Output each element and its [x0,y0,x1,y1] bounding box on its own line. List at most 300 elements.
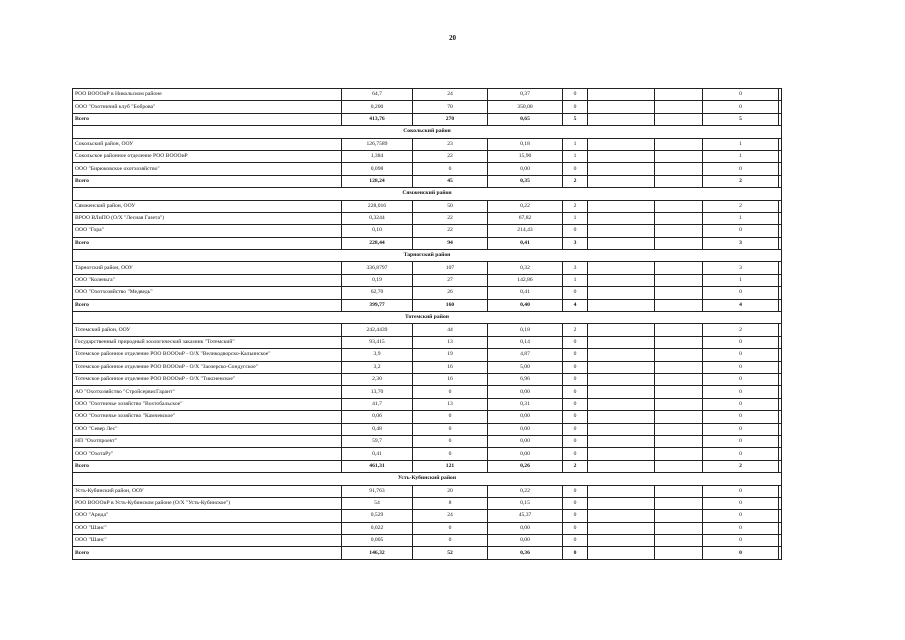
table-row [73,373,782,385]
value-cell-8 [779,485,782,497]
table-row [73,262,782,274]
value-cell-6 [655,336,703,348]
table-row [73,398,782,410]
value-cell-1: 1,384 [342,150,413,162]
table-row [73,287,782,299]
value-cell-8 [779,200,782,212]
value-cell-4: 0 [563,163,588,175]
value-cell-6 [655,423,703,435]
organization-cell: Всего [73,237,342,249]
value-cell-3: 67,82 [488,212,563,224]
organization-cell: Тотемский район, ООУ [73,324,342,336]
value-cell-3: 0,00 [488,448,563,460]
value-cell-1: 54 [342,497,413,509]
value-cell-2: 26 [413,287,488,299]
table-row [73,163,782,175]
value-cell-7: 0 [703,497,779,509]
value-cell-1: 3,2 [342,361,413,373]
value-cell-7: 0 [703,435,779,447]
value-cell-7: 5 [703,113,779,125]
value-cell-8 [779,89,782,101]
value-cell-1: 336,8797 [342,262,413,274]
value-cell-7: 0 [703,398,779,410]
organization-cell: Всего [73,175,342,187]
value-cell-4: 0 [563,398,588,410]
value-cell-4: 0 [563,547,588,559]
value-cell-8 [779,225,782,237]
value-cell-3: 0,00 [488,411,563,423]
district-header-row [73,188,782,200]
value-cell-2: 0 [413,535,488,547]
value-cell-5 [588,212,655,224]
value-cell-6 [655,163,703,175]
value-cell-8 [779,262,782,274]
total-row [73,460,782,472]
organization-cell: Всего [73,460,342,472]
value-cell-6 [655,175,703,187]
value-cell-8 [779,150,782,162]
organization-cell: ООО "Шанс" [73,522,342,534]
value-cell-2: 0 [413,435,488,447]
table-row [73,411,782,423]
value-cell-5 [588,510,655,522]
value-cell-4: 0 [563,423,588,435]
value-cell-2: 19 [413,349,488,361]
value-cell-6 [655,386,703,398]
organization-cell: ООО "Коленьга" [73,274,342,286]
value-cell-5 [588,101,655,113]
value-cell-8 [779,547,782,559]
value-cell-1: 0,19 [342,274,413,286]
value-cell-8 [779,163,782,175]
value-cell-3: 0,15 [488,497,563,509]
organization-cell: Сямженский район, ООУ [73,200,342,212]
value-cell-6 [655,212,703,224]
organization-cell: ООО "Охотхозяйство "Медведь" [73,287,342,299]
value-cell-1: 413,76 [342,113,413,125]
value-cell-2: 27 [413,274,488,286]
value-cell-8 [779,510,782,522]
value-cell-4: 1 [563,150,588,162]
organization-cell: Всего [73,113,342,125]
value-cell-4: 0 [563,485,588,497]
value-cell-4: 0 [563,287,588,299]
value-cell-7: 0 [703,510,779,522]
value-cell-3: 0,22 [488,485,563,497]
value-cell-1: 0,022 [342,522,413,534]
value-cell-3: 0,14 [488,336,563,348]
value-cell-4: 0 [563,510,588,522]
table-row [73,497,782,509]
value-cell-7: 0 [703,287,779,299]
value-cell-2: 0 [413,423,488,435]
value-cell-2: 22 [413,150,488,162]
value-cell-6 [655,510,703,522]
value-cell-1: 228,44 [342,237,413,249]
value-cell-6 [655,411,703,423]
value-cell-6 [655,200,703,212]
value-cell-1: 399,77 [342,299,413,311]
value-cell-7: 2 [703,460,779,472]
value-cell-7: 0 [703,522,779,534]
value-cell-5 [588,373,655,385]
value-cell-8 [779,373,782,385]
value-cell-7: 4 [703,299,779,311]
value-cell-2: 52 [413,547,488,559]
value-cell-5 [588,175,655,187]
value-cell-6 [655,522,703,534]
organization-cell: Сокольский район, ООУ [73,138,342,150]
value-cell-8 [779,522,782,534]
value-cell-3: 0,00 [488,535,563,547]
value-cell-6 [655,448,703,460]
value-cell-1: 0,200 [342,101,413,113]
organization-cell: ООО "Охотничий клуб "Боброва" [73,101,342,113]
table-row [73,423,782,435]
value-cell-4: 1 [563,212,588,224]
value-cell-6 [655,101,703,113]
table-row [73,138,782,150]
value-cell-2: 0 [413,163,488,175]
value-cell-5 [588,435,655,447]
organization-cell: ООО "Север Лес" [73,423,342,435]
value-cell-6 [655,113,703,125]
value-cell-5 [588,324,655,336]
value-cell-4: 0 [563,349,588,361]
value-cell-1: 2,30 [342,373,413,385]
value-cell-2: 16 [413,361,488,373]
value-cell-2: 107 [413,262,488,274]
value-cell-7: 0 [703,163,779,175]
value-cell-2: 270 [413,113,488,125]
value-cell-1: 59,7 [342,435,413,447]
value-cell-1: 0,41 [342,448,413,460]
table-row [73,101,782,113]
table-row [73,150,782,162]
value-cell-1: 242,4439 [342,324,413,336]
value-cell-2: 13 [413,398,488,410]
value-cell-6 [655,535,703,547]
value-cell-7: 0 [703,336,779,348]
organization-cell: НП "Охотпроект" [73,435,342,447]
value-cell-7: 0 [703,349,779,361]
value-cell-6 [655,497,703,509]
value-cell-2: 24 [413,89,488,101]
value-cell-6 [655,287,703,299]
value-cell-5 [588,89,655,101]
value-cell-8 [779,299,782,311]
organization-cell: Сокольское районное отделение РОО ВОООиР [73,150,342,162]
value-cell-8 [779,535,782,547]
value-cell-8 [779,274,782,286]
value-cell-2: 16 [413,373,488,385]
value-cell-3: 0,18 [488,138,563,150]
value-cell-3: 4,87 [488,349,563,361]
value-cell-4: 0 [563,225,588,237]
value-cell-8 [779,411,782,423]
organization-cell: РОО ВОООиР в Никольском районе [73,89,342,101]
value-cell-1: 0,06 [342,411,413,423]
value-cell-4: 2 [563,460,588,472]
value-cell-3: 0,35 [488,175,563,187]
value-cell-5 [588,113,655,125]
value-cell-3: 350,00 [488,101,563,113]
value-cell-7: 0 [703,225,779,237]
total-row [73,113,782,125]
total-row [73,237,782,249]
value-cell-2: 0 [413,386,488,398]
value-cell-4: 0 [563,373,588,385]
value-cell-4: 0 [563,386,588,398]
value-cell-2: 8 [413,497,488,509]
value-cell-1: 0,3244 [342,212,413,224]
value-cell-4: 0 [563,522,588,534]
value-cell-3: 0,31 [488,398,563,410]
value-cell-3: 0,22 [488,200,563,212]
value-cell-8 [779,212,782,224]
value-cell-7: 1 [703,212,779,224]
value-cell-6 [655,299,703,311]
value-cell-1: 91,763 [342,485,413,497]
organization-cell: ООО "Арида" [73,510,342,522]
value-cell-4: 0 [563,89,588,101]
value-cell-3: 0,41 [488,237,563,249]
value-cell-1: 0,005 [342,535,413,547]
value-cell-2: 24 [413,510,488,522]
value-cell-8 [779,324,782,336]
value-cell-8 [779,101,782,113]
value-cell-6 [655,435,703,447]
value-cell-5 [588,460,655,472]
value-cell-1: 228,016 [342,200,413,212]
value-cell-2: 0 [413,411,488,423]
value-cell-1: 41,7 [342,398,413,410]
district-title: Тарногский район [73,250,782,262]
organization-cell: Тотемское районное отделение РОО ВОООиР - О/Х "Тиксненское" [73,373,342,385]
value-cell-5 [588,522,655,534]
organization-cell: Тарногский район, ООУ [73,262,342,274]
organization-cell: ВРОО ВЛиПО (О/Х "Лесная Газета") [73,212,342,224]
value-cell-7: 0 [703,101,779,113]
district-header-row [73,312,782,324]
value-cell-5 [588,237,655,249]
value-cell-7: 0 [703,89,779,101]
value-cell-4: 2 [563,200,588,212]
value-cell-8 [779,448,782,460]
organization-cell: ООО "Охотничье хозяйство "Камчевское" [73,411,342,423]
table-body [73,89,782,560]
value-cell-1: 64,7 [342,89,413,101]
value-cell-7: 0 [703,448,779,460]
organization-cell: РОО ВОООиР в Усть-Кубинском районе (О/Х "Усть-Кубинское") [73,497,342,509]
value-cell-3: 0,00 [488,435,563,447]
value-cell-3: 0,65 [488,113,563,125]
value-cell-6 [655,349,703,361]
total-row [73,547,782,559]
value-cell-1: 0,098 [342,163,413,175]
organization-cell: ООО "Бирюковское охотхозяйство" [73,163,342,175]
value-cell-4: 0 [563,448,588,460]
organization-cell: ООО "Охотничье хозяйство "Вохтобальское" [73,398,342,410]
value-cell-6 [655,237,703,249]
value-cell-7: 0 [703,485,779,497]
value-cell-4: 0 [563,336,588,348]
table-row [73,324,782,336]
value-cell-4: 2 [563,175,588,187]
value-cell-4: 1 [563,274,588,286]
value-cell-5 [588,150,655,162]
value-cell-3: 6,96 [488,373,563,385]
table-row [73,361,782,373]
value-cell-8 [779,361,782,373]
table-row [73,225,782,237]
value-cell-3: 0,00 [488,522,563,534]
value-cell-3: 15,90 [488,150,563,162]
value-cell-2: 44 [413,324,488,336]
value-cell-1: 146,32 [342,547,413,559]
value-cell-3: 0,26 [488,460,563,472]
value-cell-3: 0,00 [488,163,563,175]
total-row [73,175,782,187]
value-cell-7: 2 [703,200,779,212]
value-cell-7: 2 [703,324,779,336]
table-row [73,510,782,522]
value-cell-6 [655,373,703,385]
value-cell-7: 1 [703,274,779,286]
value-cell-2: 50 [413,200,488,212]
value-cell-7: 0 [703,386,779,398]
organization-cell: ООО "Шанс" [73,535,342,547]
value-cell-4: 0 [563,497,588,509]
table-row [73,212,782,224]
value-cell-2: 22 [413,212,488,224]
value-cell-1: 126,7589 [342,138,413,150]
value-cell-5 [588,398,655,410]
value-cell-6 [655,361,703,373]
value-cell-4: 2 [563,324,588,336]
value-cell-3: 0,18 [488,324,563,336]
value-cell-2: 20 [413,485,488,497]
value-cell-4: 0 [563,535,588,547]
table-row [73,535,782,547]
value-cell-2: 0 [413,448,488,460]
value-cell-5 [588,547,655,559]
organization-cell: ООО "Гора" [73,225,342,237]
value-cell-7: 1 [703,138,779,150]
value-cell-8 [779,175,782,187]
value-cell-1: 0,529 [342,510,413,522]
table-row [73,386,782,398]
value-cell-4: 0 [563,101,588,113]
value-cell-3: 142,86 [488,274,563,286]
value-cell-3: 0,40 [488,299,563,311]
district-header-row [73,473,782,485]
value-cell-3: 0,41 [488,287,563,299]
value-cell-1: 3,9 [342,349,413,361]
total-row [73,299,782,311]
value-cell-2: 22 [413,225,488,237]
value-cell-8 [779,386,782,398]
value-cell-7: 0 [703,361,779,373]
district-header-row [73,126,782,138]
value-cell-6 [655,547,703,559]
value-cell-8 [779,423,782,435]
value-cell-5 [588,287,655,299]
value-cell-5 [588,299,655,311]
district-title: Усть-Кубинский район [73,473,782,485]
value-cell-6 [655,460,703,472]
hunting-area-table [72,88,782,560]
value-cell-7: 2 [703,175,779,187]
value-cell-8 [779,460,782,472]
district-header-row [73,250,782,262]
organization-cell: АО "Охотхозяйство "СтройсервисГарант" [73,386,342,398]
value-cell-7: 3 [703,237,779,249]
value-cell-2: 121 [413,460,488,472]
table-row [73,349,782,361]
table-row [73,200,782,212]
value-cell-7: 1 [703,150,779,162]
organization-cell: Тотемское районное отделение РОО ВОООиР - О/Х "Великодворско-Кальинское" [73,349,342,361]
value-cell-4: 0 [563,411,588,423]
value-cell-6 [655,398,703,410]
value-cell-6 [655,89,703,101]
value-cell-8 [779,349,782,361]
value-cell-3: 0,36 [488,547,563,559]
organization-cell: ООО "ОхотаРу" [73,448,342,460]
value-cell-5 [588,200,655,212]
value-cell-3: 0,00 [488,423,563,435]
value-cell-1: 0,10 [342,225,413,237]
value-cell-4: 4 [563,299,588,311]
value-cell-4: 0 [563,435,588,447]
value-cell-5 [588,448,655,460]
value-cell-1: 128,24 [342,175,413,187]
table-row [73,448,782,460]
value-cell-5 [588,497,655,509]
value-cell-8 [779,435,782,447]
table-row [73,435,782,447]
value-cell-7: 0 [703,411,779,423]
value-cell-5 [588,386,655,398]
value-cell-7: 0 [703,373,779,385]
value-cell-8 [779,398,782,410]
table-row [73,274,782,286]
value-cell-3: 0,32 [488,262,563,274]
value-cell-8 [779,138,782,150]
value-cell-4: 0 [563,361,588,373]
value-cell-1: 0,48 [342,423,413,435]
value-cell-1: 62,70 [342,287,413,299]
value-cell-5 [588,411,655,423]
organization-cell: Усть-Кубинский район, ООУ [73,485,342,497]
value-cell-5 [588,225,655,237]
value-cell-3: 0,00 [488,386,563,398]
value-cell-6 [655,485,703,497]
value-cell-5 [588,336,655,348]
value-cell-5 [588,138,655,150]
value-cell-8 [779,237,782,249]
value-cell-2: 45 [413,175,488,187]
value-cell-8 [779,336,782,348]
value-cell-8 [779,497,782,509]
value-cell-3: 45,37 [488,510,563,522]
value-cell-6 [655,262,703,274]
value-cell-5 [588,361,655,373]
value-cell-4: 5 [563,113,588,125]
value-cell-6 [655,150,703,162]
table-row [73,522,782,534]
